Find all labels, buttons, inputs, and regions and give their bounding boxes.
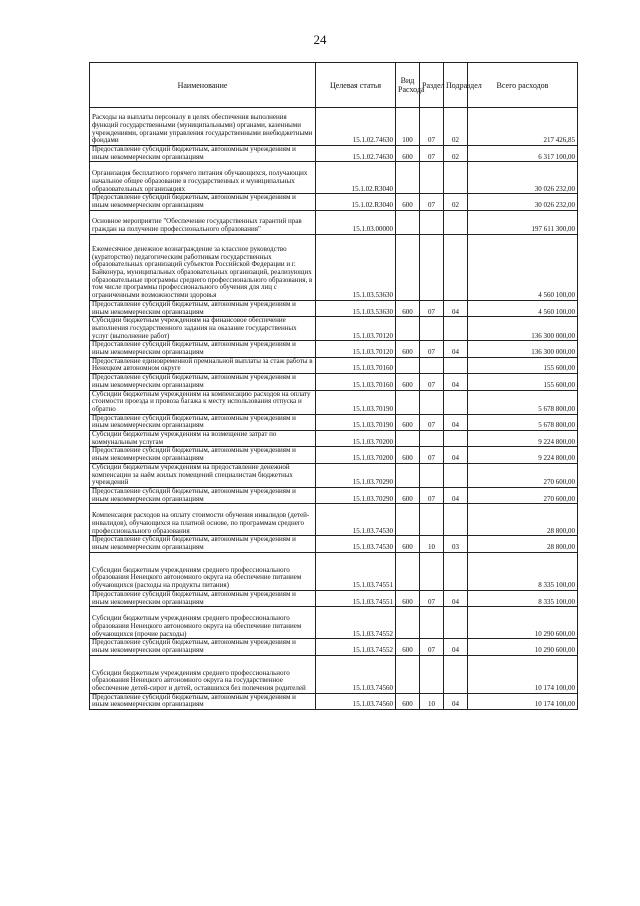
- row-target-article: 15.1.03.53630: [316, 234, 396, 300]
- row-amount: 5 678 800,00: [468, 414, 578, 430]
- row-expense-type: [396, 463, 420, 487]
- table-row: [90, 357, 578, 373]
- row-section: 07: [420, 590, 444, 606]
- row-target-article: 15.1.03.74552: [316, 639, 396, 655]
- row-amount: 6 317 100,00: [468, 146, 578, 162]
- row-amount: 10 174 100,00: [468, 693, 578, 709]
- header-total: Всего расходов: [468, 63, 578, 108]
- row-target-article: 15.1.03.70190: [316, 390, 396, 414]
- table-row: [90, 194, 578, 210]
- row-amount: 270 600,00: [468, 487, 578, 503]
- row-section: [420, 234, 444, 300]
- row-name: Предоставление субсидий бюджетным, автономным учреждениям и иным некоммерческим организациям: [90, 447, 316, 463]
- row-amount: 9 224 800,00: [468, 447, 578, 463]
- row-name: Основное мероприятие "Обеспечение государственных гарантий прав граждан на получение профессионального образования": [90, 210, 316, 234]
- row-section: 07: [420, 108, 444, 146]
- row-name: Предоставление субсидий бюджетным, автономным учреждениям и иным некоммерческим организациям: [90, 536, 316, 552]
- header-expense-type: Вид Расхода: [396, 63, 420, 108]
- row-target-article: 15.1.03.70290: [316, 487, 396, 503]
- row-amount: 4 560 100,00: [468, 300, 578, 316]
- table-row: [90, 463, 578, 487]
- table-row: [90, 374, 578, 390]
- row-expense-type: 600: [396, 414, 420, 430]
- row-target-article: 15.1.03.74560: [316, 655, 396, 693]
- table-row: [90, 607, 578, 639]
- row-target-article: 15.1.03.74530: [316, 504, 396, 536]
- row-target-article: 15.1.03.74530: [316, 536, 396, 552]
- row-subsection: [444, 655, 468, 693]
- row-amount: 28 800,00: [468, 504, 578, 536]
- row-subsection: 04: [444, 639, 468, 655]
- table-row: [90, 146, 578, 162]
- table-row: [90, 693, 578, 709]
- row-subsection: 04: [444, 414, 468, 430]
- row-amount: 10 290 600,00: [468, 639, 578, 655]
- row-name: Субсидии бюджетным учреждениям среднего профессионального образования Ненецкого автономного округа на государственное обеспечение детей-сирот и детей, оставшихся без попечения родителей: [90, 655, 316, 693]
- row-section: [420, 357, 444, 373]
- table-row: [90, 655, 578, 693]
- row-amount: 30 026 232,00: [468, 162, 578, 194]
- row-subsection: [444, 390, 468, 414]
- row-expense-type: 600: [396, 194, 420, 210]
- row-amount: 4 560 100,00: [468, 234, 578, 300]
- row-section: 07: [420, 447, 444, 463]
- row-name: Предоставление субсидий бюджетным, автономным учреждениям и иным некоммерческим организациям: [90, 300, 316, 316]
- table-row: [90, 504, 578, 536]
- row-subsection: 02: [444, 146, 468, 162]
- row-amount: 5 678 800,00: [468, 390, 578, 414]
- row-name: Предоставление субсидий бюджетным, автономным учреждениям и иным некоммерческим организациям: [90, 693, 316, 709]
- row-name: Субсидии бюджетным учреждениям на предоставление денежной компенсации за наём жилых помещений специалистам бюджетных учреждений: [90, 463, 316, 487]
- row-amount: 10 290 600,00: [468, 607, 578, 639]
- table-row: [90, 341, 578, 357]
- row-subsection: [444, 552, 468, 590]
- row-target-article: 15.1.02.74630: [316, 146, 396, 162]
- row-section: 10: [420, 693, 444, 709]
- row-section: 07: [420, 374, 444, 390]
- header-subsection: Подраздел: [444, 63, 468, 108]
- row-target-article: 15.1.03.74560: [316, 693, 396, 709]
- row-name: Предоставление субсидий бюджетным, автономным учреждениям и иным некоммерческим организациям: [90, 374, 316, 390]
- row-subsection: 02: [444, 194, 468, 210]
- row-amount: 9 224 800,00: [468, 431, 578, 447]
- row-section: 07: [420, 639, 444, 655]
- row-section: [420, 431, 444, 447]
- row-subsection: 04: [444, 447, 468, 463]
- row-amount: 8 335 100,00: [468, 552, 578, 590]
- table-row: [90, 390, 578, 414]
- table-row: [90, 414, 578, 430]
- row-target-article: 15.1.03.70290: [316, 463, 396, 487]
- row-name: Предоставление субсидий бюджетным, автономным учреждениям и иным некоммерческим организациям: [90, 194, 316, 210]
- row-subsection: [444, 607, 468, 639]
- row-target-article: 15.1.02.R3040: [316, 194, 396, 210]
- row-amount: 270 600,00: [468, 463, 578, 487]
- row-expense-type: [396, 390, 420, 414]
- row-target-article: 15.1.03.53630: [316, 300, 396, 316]
- row-target-article: 15.1.03.70120: [316, 341, 396, 357]
- row-subsection: 04: [444, 693, 468, 709]
- row-amount: 136 300 000,00: [468, 317, 578, 341]
- row-subsection: 04: [444, 341, 468, 357]
- row-name: Субсидии бюджетным учреждениям среднего профессионального образования Ненецкого автономного округа на обеспечение питанием обучающихся (расходы на продукты питания): [90, 552, 316, 590]
- row-expense-type: [396, 317, 420, 341]
- table-row: [90, 536, 578, 552]
- row-expense-type: [396, 234, 420, 300]
- row-section: [420, 655, 444, 693]
- row-target-article: 15.1.02.74630: [316, 108, 396, 146]
- table-row: [90, 234, 578, 300]
- row-name: Предоставление субсидий бюджетным, автономным учреждениям и иным некоммерческим организациям: [90, 414, 316, 430]
- row-target-article: 15.1.03.70190: [316, 414, 396, 430]
- table-row: [90, 300, 578, 316]
- table-row: [90, 162, 578, 194]
- header-target-article: Целевая статья: [316, 63, 396, 108]
- row-subsection: [444, 317, 468, 341]
- row-subsection: 04: [444, 374, 468, 390]
- row-section: [420, 162, 444, 194]
- row-amount: 155 600,00: [468, 357, 578, 373]
- row-expense-type: 600: [396, 536, 420, 552]
- row-name: Субсидии бюджетным учреждениям на возмещение затрат по коммунальным услугам: [90, 431, 316, 447]
- row-name: Компенсация расходов на оплату стоимости обучения инвалидов (детей-инвалидов), обучающихся на платной основе, по программам среднего профессионального образования: [90, 504, 316, 536]
- row-target-article: 15.1.03.70200: [316, 431, 396, 447]
- table-row: [90, 639, 578, 655]
- row-name: Субсидии бюджетным учреждениям на финансовое обеспечение выполнения государственного задания на оказание государственных услуг (выполнение работ): [90, 317, 316, 341]
- row-name: Субсидии бюджетным учреждениям на компенсацию расходов на оплату стоимости проезда и провоза багажа к месту использования отпуска и обратно: [90, 390, 316, 414]
- row-expense-type: 600: [396, 146, 420, 162]
- row-amount: 28 800,00: [468, 536, 578, 552]
- row-target-article: 15.1.03.74552: [316, 607, 396, 639]
- row-subsection: [444, 357, 468, 373]
- row-target-article: 15.1.02.R3040: [316, 162, 396, 194]
- row-amount: 10 174 100,00: [468, 655, 578, 693]
- row-target-article: 15.1.03.70200: [316, 447, 396, 463]
- row-expense-type: [396, 655, 420, 693]
- row-section: 07: [420, 146, 444, 162]
- row-expense-type: 600: [396, 374, 420, 390]
- row-expense-type: 600: [396, 639, 420, 655]
- row-expense-type: 600: [396, 300, 420, 316]
- row-subsection: [444, 210, 468, 234]
- row-subsection: [444, 431, 468, 447]
- row-expense-type: [396, 431, 420, 447]
- row-section: [420, 210, 444, 234]
- table-header-row: [90, 63, 578, 108]
- row-expense-type: 600: [396, 447, 420, 463]
- table-row: [90, 487, 578, 503]
- table-row: [90, 210, 578, 234]
- row-target-article: 15.1.03.70120: [316, 317, 396, 341]
- row-subsection: 04: [444, 487, 468, 503]
- row-name: Предоставление субсидий бюджетным, автономным учреждениям и иным некоммерческим организациям: [90, 590, 316, 606]
- table-row: [90, 431, 578, 447]
- row-target-article: 15.1.03.74551: [316, 552, 396, 590]
- row-target-article: 15.1.03.70160: [316, 374, 396, 390]
- row-name: Организация бесплатного горячего питания обучающихся, получающих начальное общее образование в государственных и муниципальных образовательных организациях: [90, 162, 316, 194]
- row-subsection: [444, 162, 468, 194]
- row-section: [420, 390, 444, 414]
- row-subsection: 04: [444, 300, 468, 316]
- table-row: [90, 317, 578, 341]
- row-expense-type: [396, 504, 420, 536]
- table-row: [90, 108, 578, 146]
- row-expense-type: 600: [396, 590, 420, 606]
- row-name: Предоставление субсидий бюджетным, автономным учреждениям и иным некоммерческим организациям: [90, 146, 316, 162]
- row-section: [420, 504, 444, 536]
- table-row: [90, 590, 578, 606]
- row-expense-type: [396, 210, 420, 234]
- row-amount: 217 426,85: [468, 108, 578, 146]
- row-amount: 136 300 000,00: [468, 341, 578, 357]
- table-row: [90, 552, 578, 590]
- row-name: Субсидии бюджетным учреждениям среднего профессионального образования Ненецкого автономного округа на обеспечение питанием обучающихся (прочие расходы): [90, 607, 316, 639]
- row-name: Предоставление субсидий бюджетным, автономным учреждениям и иным некоммерческим организациям: [90, 341, 316, 357]
- row-expense-type: [396, 357, 420, 373]
- row-section: 07: [420, 487, 444, 503]
- table-row: [90, 447, 578, 463]
- row-target-article: 15.1.03.70160: [316, 357, 396, 373]
- row-amount: 155 600,00: [468, 374, 578, 390]
- row-section: 07: [420, 341, 444, 357]
- header-name: Наименование: [90, 63, 316, 108]
- row-amount: 197 611 300,00: [468, 210, 578, 234]
- row-amount: 8 335 100,00: [468, 590, 578, 606]
- row-section: 07: [420, 194, 444, 210]
- row-target-article: 15.1.03.74551: [316, 590, 396, 606]
- row-expense-type: 600: [396, 341, 420, 357]
- row-subsection: 03: [444, 536, 468, 552]
- row-section: [420, 317, 444, 341]
- row-target-article: 15.1.03.00000: [316, 210, 396, 234]
- budget-table: [89, 62, 578, 710]
- page-number: 24: [313, 32, 327, 47]
- row-expense-type: 100: [396, 108, 420, 146]
- row-subsection: [444, 463, 468, 487]
- row-subsection: [444, 504, 468, 536]
- row-amount: 30 026 232,00: [468, 194, 578, 210]
- row-section: 10: [420, 536, 444, 552]
- row-name: Предоставление субсидий бюджетным, автономным учреждениям и иным некоммерческим организациям: [90, 639, 316, 655]
- row-section: 07: [420, 300, 444, 316]
- table-body: [90, 108, 578, 710]
- row-expense-type: 600: [396, 693, 420, 709]
- row-subsection: 02: [444, 108, 468, 146]
- row-section: [420, 607, 444, 639]
- row-expense-type: [396, 607, 420, 639]
- row-expense-type: [396, 162, 420, 194]
- row-subsection: 04: [444, 590, 468, 606]
- row-name: Предоставление субсидий бюджетным, автономным учреждениям и иным некоммерческим организациям: [90, 487, 316, 503]
- row-expense-type: 600: [396, 487, 420, 503]
- row-expense-type: [396, 552, 420, 590]
- row-section: 07: [420, 414, 444, 430]
- header-section: Раздел: [420, 63, 444, 108]
- row-name: Предоставление единовременной премиальной выплаты за стаж работы в Ненецком автономном округе: [90, 357, 316, 373]
- row-subsection: [444, 234, 468, 300]
- row-section: [420, 463, 444, 487]
- row-section: [420, 552, 444, 590]
- row-name: Ежемесячное денежное вознаграждение за классное руководство (кураторство) педагогическим работникам государственных образовательных организаций субъектов Российской Федерации и г. Байконура, муниципальных образовательных организаций, реализующих образовательные программы среднего профессионального образования, в том числе программы профессионального обучения для лиц с ограниченными возможностями здоровья: [90, 234, 316, 300]
- row-name: Расходы на выплаты персоналу в целях обеспечения выполнения функций государственными (муниципальными) органами, казенными учреждениями, органами управления государственными внебюджетными фондами: [90, 108, 316, 146]
